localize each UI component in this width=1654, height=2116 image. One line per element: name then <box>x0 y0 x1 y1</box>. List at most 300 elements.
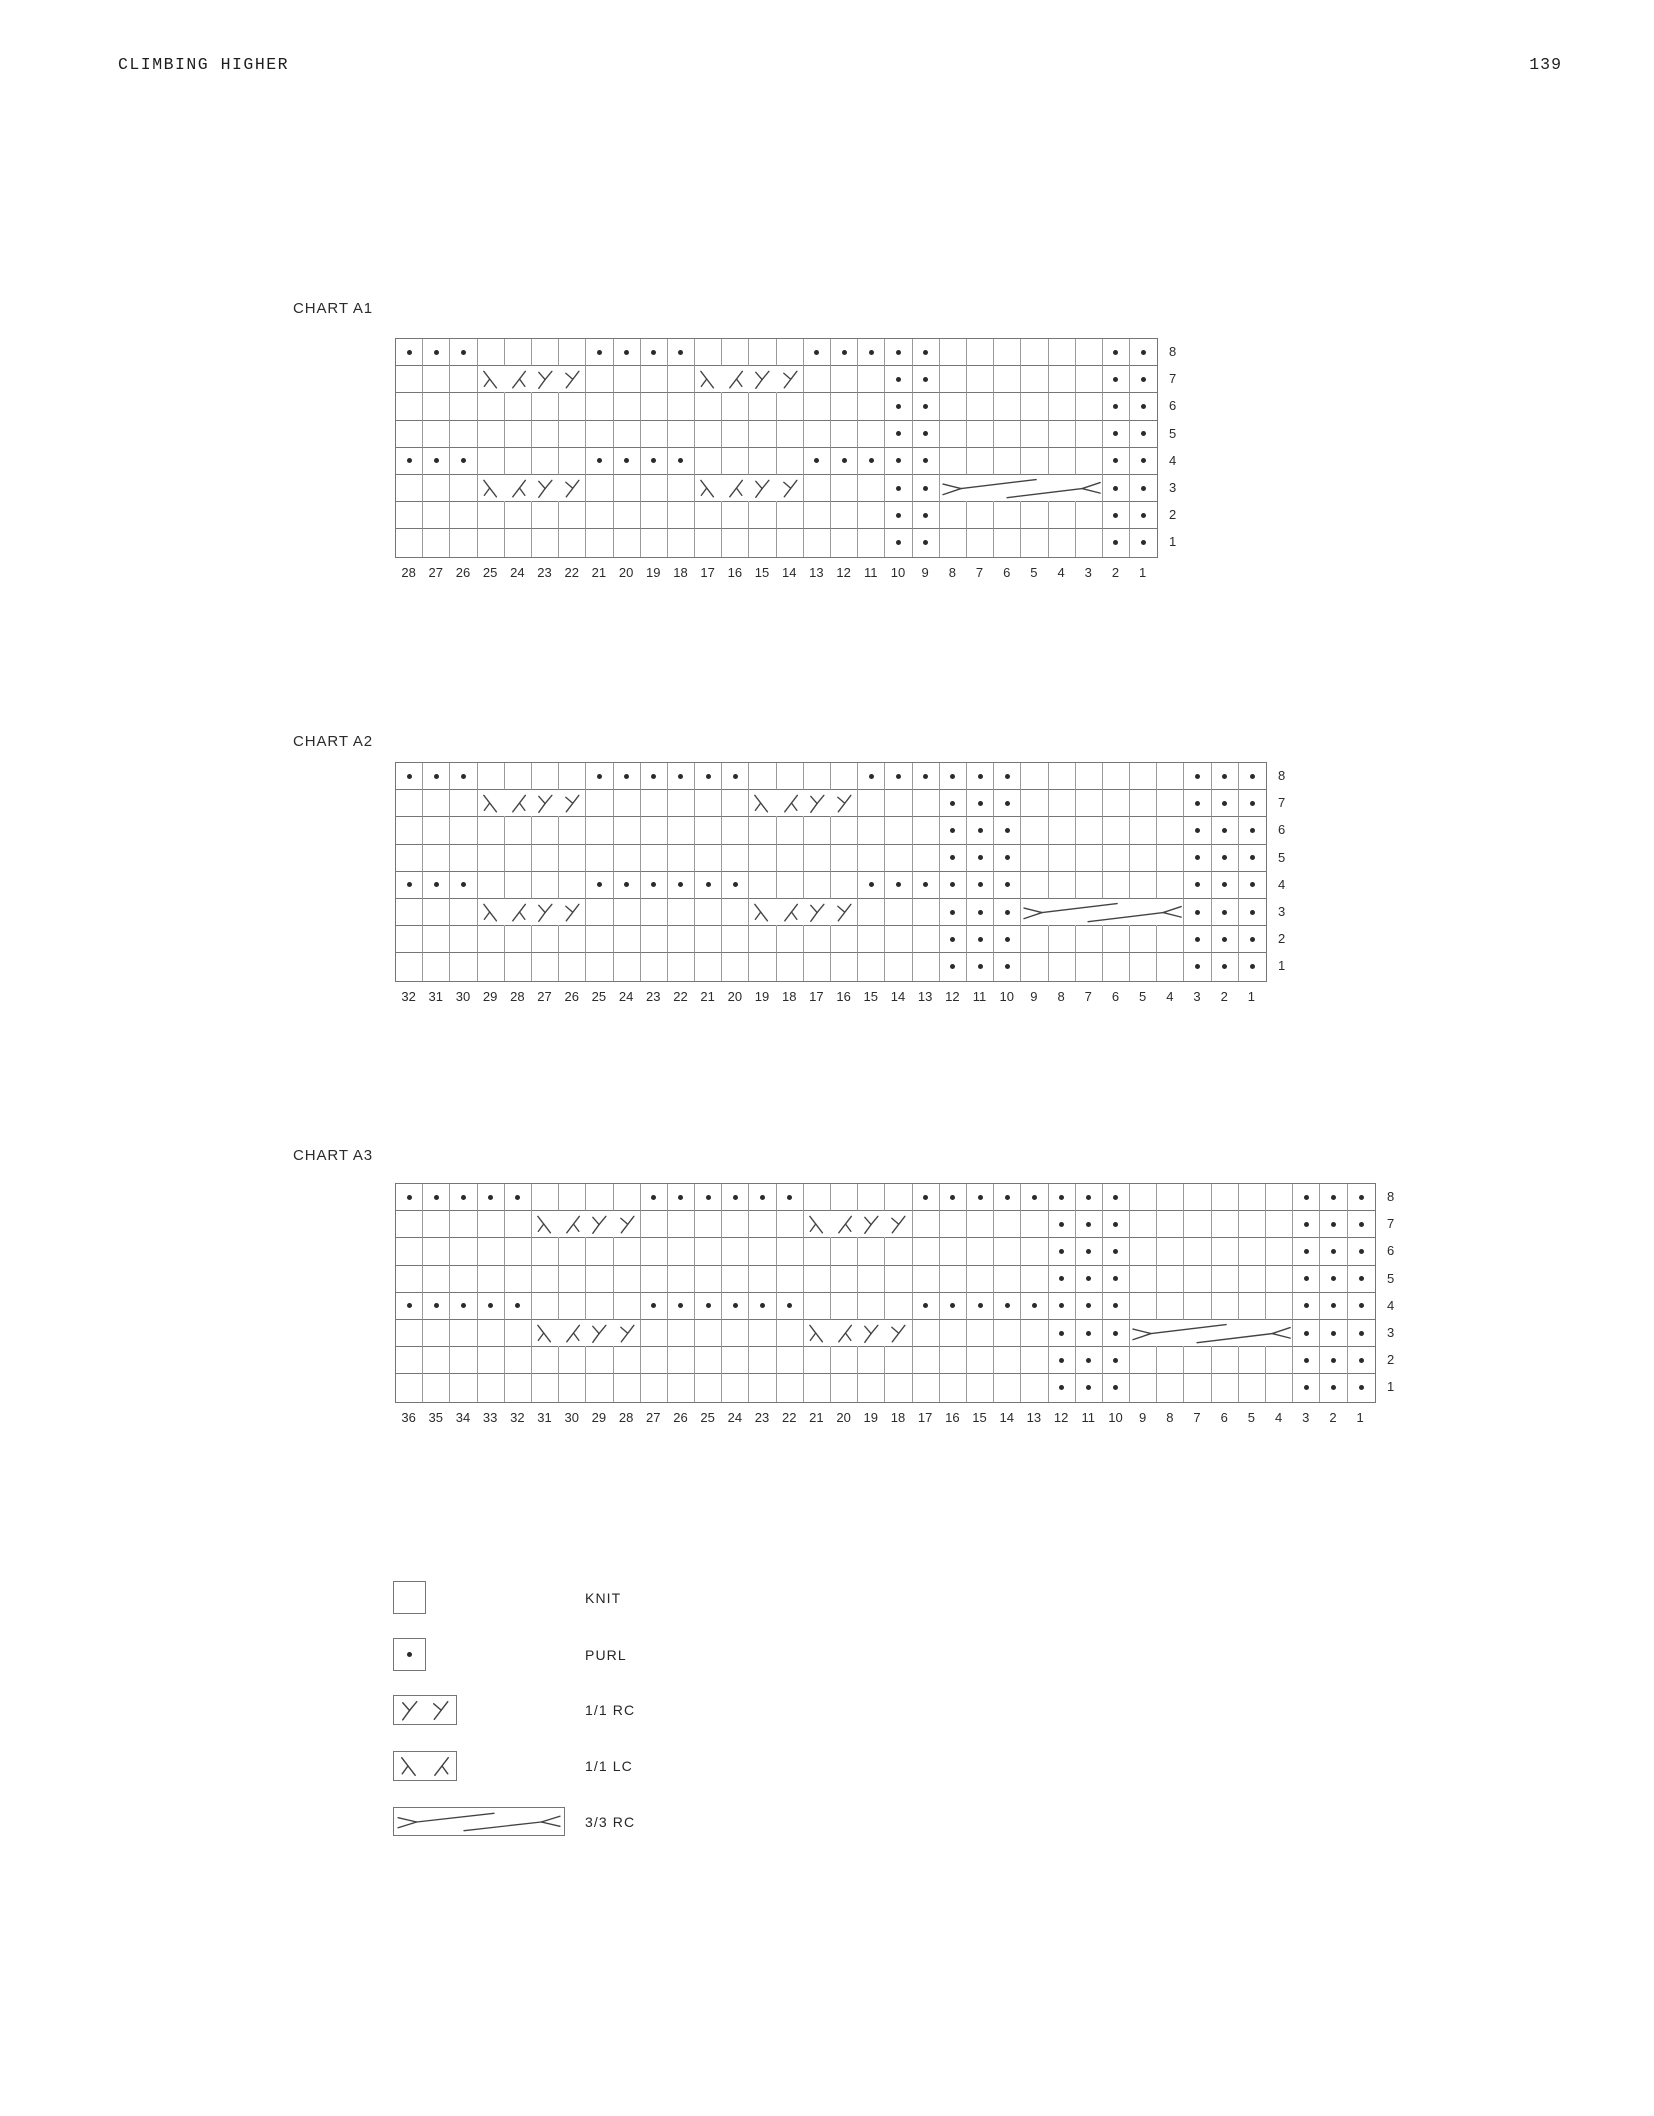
purl-dot <box>1113 1276 1118 1281</box>
purl-dot <box>869 458 874 463</box>
chart-cell <box>586 366 613 393</box>
chart-cell <box>614 1320 641 1347</box>
chart-cell <box>749 899 776 926</box>
chart-cell <box>695 817 722 844</box>
chart-cell <box>423 1320 450 1347</box>
purl-dot <box>624 882 629 887</box>
purl-dot <box>1304 1385 1309 1390</box>
cable-3-3-rc-symbol <box>393 1807 565 1836</box>
chart-cell <box>831 366 858 393</box>
legend-label-1-1-rc: 1/1 RC <box>585 1702 636 1718</box>
chart-cell <box>1239 953 1266 980</box>
purl-dot <box>1304 1249 1309 1254</box>
chart-cell <box>423 1374 450 1401</box>
chart-cell <box>1076 953 1103 980</box>
chart-cell <box>913 1184 940 1211</box>
chart-cell <box>478 502 505 529</box>
purl-dot <box>1086 1195 1091 1200</box>
cable-lc-right-glyph <box>505 899 531 925</box>
purl-dot <box>1141 404 1146 409</box>
legend-label-3-3-rc: 3/3 RC <box>585 1813 636 1830</box>
chart-cell <box>559 339 586 366</box>
chart-cell <box>722 1238 749 1265</box>
chart-cell <box>505 1374 532 1401</box>
knit-symbol <box>393 1581 426 1614</box>
chart-cell <box>1348 1293 1375 1320</box>
column-number: 10 <box>999 988 1014 1004</box>
chart-cell <box>423 899 450 926</box>
row-number: 4 <box>1169 452 1177 468</box>
chart-a3-column-numbers <box>395 1410 1376 1425</box>
purl-dot <box>1113 1222 1118 1227</box>
purl-dot <box>1331 1331 1336 1336</box>
chart-cell <box>1239 763 1266 790</box>
chart-cell <box>940 1347 967 1374</box>
chart-cell <box>695 448 722 475</box>
column-number: 19 <box>754 988 770 1004</box>
chart-cell <box>586 790 613 817</box>
chart-cell <box>885 475 912 502</box>
column-number: 8 <box>1057 988 1065 1004</box>
purl-dot <box>1250 937 1255 942</box>
chart-cell <box>695 1347 722 1374</box>
chart-cell <box>532 926 559 953</box>
chart-cell <box>641 339 668 366</box>
chart-cell <box>994 448 1021 475</box>
purl-dot <box>923 1303 928 1308</box>
column-number: 3 <box>1193 988 1201 1004</box>
chart-cell <box>1021 1347 1048 1374</box>
cable-lc-left-glyph <box>804 1320 830 1346</box>
purl-dot <box>1059 1249 1064 1254</box>
purl-dot <box>978 964 983 969</box>
chart-cell <box>1212 1293 1239 1320</box>
purl-dot <box>950 937 955 942</box>
purl-dot <box>1032 1195 1037 1200</box>
purl-dot <box>787 1195 792 1200</box>
chart-cell <box>1049 366 1076 393</box>
chart-cell <box>1103 926 1130 953</box>
chart-cell <box>559 1211 586 1238</box>
purl-dot <box>923 1195 928 1200</box>
purl-dot <box>978 774 983 779</box>
chart-cell <box>831 1238 858 1265</box>
chart-cell <box>749 1184 776 1211</box>
chart-cell <box>1103 366 1130 393</box>
chart-cell <box>831 1184 858 1211</box>
chart-cell <box>777 790 804 817</box>
chart-cell <box>1130 1347 1157 1374</box>
chart-cell <box>532 872 559 899</box>
chart-cell <box>641 1238 668 1265</box>
chart-cell <box>1076 872 1103 899</box>
column-number: 4 <box>1057 564 1065 580</box>
chart-cell <box>1049 421 1076 448</box>
purl-dot <box>896 350 901 355</box>
chart-cell <box>858 529 885 556</box>
chart-cell <box>913 502 940 529</box>
chart-cell <box>913 339 940 366</box>
column-number: 23 <box>537 564 552 580</box>
chart-cell <box>994 953 1021 980</box>
chart-cell <box>777 817 804 844</box>
chart-cell <box>559 1320 586 1347</box>
chart-cell <box>396 845 423 872</box>
purl-dot <box>1032 1303 1037 1308</box>
chart-cell <box>940 502 967 529</box>
chart-cell <box>722 339 749 366</box>
column-number: 28 <box>510 988 525 1004</box>
chart-cell <box>1076 1238 1103 1265</box>
column-number: 3 <box>1084 564 1092 580</box>
chart-cell <box>668 790 695 817</box>
purl-dot <box>1141 431 1146 436</box>
chart-cell <box>940 899 967 926</box>
chart-cell <box>505 529 532 556</box>
cable-lc-right-glyph <box>777 899 803 925</box>
chart-cell <box>1212 953 1239 980</box>
chart-cell <box>858 790 885 817</box>
purl-dot <box>407 774 412 779</box>
column-number: 13 <box>1026 1409 1042 1425</box>
chart-cell <box>450 1347 477 1374</box>
chart-a2-grid <box>395 762 1267 982</box>
chart-cell <box>1103 1266 1130 1293</box>
chart-cell <box>695 899 722 926</box>
chart-cell <box>1130 953 1157 980</box>
chart-cell <box>885 502 912 529</box>
chart-cell <box>559 817 586 844</box>
purl-dot <box>1113 1249 1118 1254</box>
chart-cell <box>505 817 532 844</box>
cable-rc-left-glyph <box>532 475 558 501</box>
column-number: 6 <box>1003 564 1011 580</box>
purl-dot <box>624 774 629 779</box>
cable-rc-left-glyph <box>532 899 558 925</box>
chart-cell <box>722 953 749 980</box>
purl-dot <box>950 828 955 833</box>
chart-cell <box>1184 953 1211 980</box>
column-number: 36 <box>401 1409 416 1425</box>
chart-cell <box>1076 817 1103 844</box>
chart-cell <box>1157 1374 1184 1401</box>
column-number: 1 <box>1139 564 1147 580</box>
chart-cell <box>913 421 940 448</box>
purl-dot <box>1222 937 1227 942</box>
chart-cell <box>994 763 1021 790</box>
chart-cell <box>885 339 912 366</box>
chart-cell <box>1266 1211 1293 1238</box>
chart-cell <box>695 763 722 790</box>
chart-cell <box>804 366 831 393</box>
chart-cell <box>586 899 613 926</box>
chart-cell <box>586 953 613 980</box>
column-number: 33 <box>482 1409 498 1425</box>
chart-cell <box>722 366 749 393</box>
chart-cell <box>722 502 749 529</box>
chart-cell <box>1266 1184 1293 1211</box>
column-number: 14 <box>890 988 906 1004</box>
chart-cell <box>1021 339 1048 366</box>
chart-cell <box>559 475 586 502</box>
chart-cell <box>722 421 749 448</box>
chart-cell <box>614 393 641 420</box>
chart-cell <box>559 366 586 393</box>
chart-cell <box>831 393 858 420</box>
legend-item-knit <box>393 1581 622 1614</box>
column-number: 15 <box>972 1409 987 1425</box>
chart-cell <box>695 475 722 502</box>
purl-dot <box>651 1195 656 1200</box>
chart-cell <box>423 1347 450 1374</box>
chart-cell <box>614 872 641 899</box>
column-number: 28 <box>618 1409 634 1425</box>
chart-cell <box>641 817 668 844</box>
purl-dot <box>488 1303 493 1308</box>
chart-cell <box>532 763 559 790</box>
column-number: 24 <box>510 564 525 580</box>
chart-cell <box>804 475 831 502</box>
column-number: 13 <box>917 988 933 1004</box>
chart-cell <box>641 1374 668 1401</box>
chart-cell <box>450 872 477 899</box>
chart-cell <box>885 448 912 475</box>
purl-dot <box>1113 377 1118 382</box>
chart-cell <box>1130 1320 1157 1347</box>
chart-cell <box>1021 763 1048 790</box>
chart-cell <box>1157 1266 1184 1293</box>
purl-dot <box>1005 964 1010 969</box>
chart-cell <box>858 763 885 790</box>
chart-cell <box>858 872 885 899</box>
chart-cell <box>1076 1184 1103 1211</box>
chart-cell <box>559 953 586 980</box>
chart-cell <box>695 953 722 980</box>
chart-cell <box>695 366 722 393</box>
row-number: 7 <box>1387 1216 1395 1232</box>
chart-cell <box>641 1184 668 1211</box>
chart-cell <box>777 845 804 872</box>
purl-dot <box>1005 774 1010 779</box>
column-number: 11 <box>1081 1409 1096 1425</box>
chart-cell <box>994 872 1021 899</box>
row-number: 5 <box>1387 1270 1395 1286</box>
column-number: 24 <box>618 988 634 1004</box>
purl-dot <box>434 458 439 463</box>
chart-cell <box>804 1347 831 1374</box>
chart-cell <box>885 1266 912 1293</box>
chart-cell <box>858 502 885 529</box>
purl-dot <box>1250 910 1255 915</box>
chart-cell <box>532 339 559 366</box>
purl-dot <box>434 774 439 779</box>
chart-cell <box>831 953 858 980</box>
chart-cell <box>858 393 885 420</box>
chart-cell <box>831 926 858 953</box>
chart-cell <box>1130 926 1157 953</box>
chart-cell <box>1157 926 1184 953</box>
chart-cell <box>423 872 450 899</box>
column-number: 10 <box>890 564 906 580</box>
chart-cell <box>423 475 450 502</box>
chart-cell <box>1184 899 1211 926</box>
chart-cell <box>641 1293 668 1320</box>
chart-cell <box>804 502 831 529</box>
cable-rc-right-glyph <box>777 366 803 392</box>
cable-lc-right-glyph <box>777 790 803 816</box>
chart-cell <box>940 790 967 817</box>
chart-cell <box>1130 790 1157 817</box>
chart-cell <box>722 926 749 953</box>
chart-cell <box>614 1238 641 1265</box>
purl-dot <box>624 458 629 463</box>
column-number: 1 <box>1247 988 1256 1004</box>
chart-cell <box>1049 1374 1076 1401</box>
column-number: 21 <box>700 988 715 1004</box>
chart-cell <box>1212 763 1239 790</box>
chart-cell <box>885 817 912 844</box>
chart-cell <box>559 1184 586 1211</box>
chart-cell <box>831 1347 858 1374</box>
purl-dot <box>733 1195 738 1200</box>
chart-cell <box>532 502 559 529</box>
chart-cell <box>831 790 858 817</box>
chart-cell <box>885 1347 912 1374</box>
chart-cell <box>1076 790 1103 817</box>
chart-cell <box>913 475 940 502</box>
chart-a2-title: CHART A2 <box>293 733 374 750</box>
chart-cell <box>831 339 858 366</box>
chart-cell <box>1076 1293 1103 1320</box>
purl-dot <box>651 882 656 887</box>
purl-dot <box>842 458 847 463</box>
chart-cell <box>641 1347 668 1374</box>
chart-cell <box>559 1347 586 1374</box>
purl-dot <box>978 801 983 806</box>
column-number: 12 <box>836 564 851 580</box>
cable-lc-right-glyph <box>831 1320 857 1346</box>
purl-dot <box>407 1303 412 1308</box>
chart-cell <box>1184 1184 1211 1211</box>
chart-cell <box>423 845 450 872</box>
chart-cell <box>614 953 641 980</box>
chart-cell <box>831 1320 858 1347</box>
chart-cell <box>858 899 885 926</box>
chart-cell <box>586 1320 613 1347</box>
row-number: 6 <box>1278 822 1286 838</box>
purl-dot <box>1222 910 1227 915</box>
purl-dot <box>1005 801 1010 806</box>
chart-cell <box>641 421 668 448</box>
chart-cell <box>532 1293 559 1320</box>
purl-dot <box>923 513 928 518</box>
chart-cell <box>478 1266 505 1293</box>
chart-cell <box>804 872 831 899</box>
chart-cell <box>695 502 722 529</box>
column-number: 4 <box>1166 988 1174 1004</box>
chart-cell <box>1021 872 1048 899</box>
chart-cell <box>885 1374 912 1401</box>
chart-cell <box>804 393 831 420</box>
chart-a1-grid <box>395 338 1158 558</box>
purl-dot <box>1113 1358 1118 1363</box>
purl-dot <box>869 882 874 887</box>
chart-cell <box>1021 1293 1048 1320</box>
chart-cell <box>505 1184 532 1211</box>
column-number: 8 <box>948 564 956 580</box>
chart-cell <box>695 1320 722 1347</box>
purl-dot <box>896 486 901 491</box>
row-number: 7 <box>1169 371 1177 387</box>
chart-cell <box>559 448 586 475</box>
chart-cell <box>1320 1238 1347 1265</box>
column-number: 34 <box>455 1409 471 1425</box>
chart-cell <box>913 1211 940 1238</box>
chart-cell <box>858 845 885 872</box>
chart-cell <box>1184 1293 1211 1320</box>
purl-dot <box>1005 882 1010 887</box>
chart-cell <box>505 339 532 366</box>
column-number: 2 <box>1220 988 1228 1004</box>
purl-dot <box>950 964 955 969</box>
purl-symbol <box>393 1638 426 1671</box>
chart-cell <box>478 448 505 475</box>
chart-cell <box>777 529 804 556</box>
chart-cell <box>1049 845 1076 872</box>
chart-cell <box>1239 926 1266 953</box>
chart-cell <box>777 475 804 502</box>
chart-cell <box>450 790 477 817</box>
chart-cell <box>858 1211 885 1238</box>
chart-cell <box>749 393 776 420</box>
purl-dot <box>1331 1358 1336 1363</box>
chart-cell <box>1021 1266 1048 1293</box>
chart-cell <box>586 421 613 448</box>
column-number: 24 <box>727 1409 743 1425</box>
chart-cell <box>1157 953 1184 980</box>
chart-cell <box>586 448 613 475</box>
purl-dot <box>1086 1358 1091 1363</box>
chart-cell <box>614 763 641 790</box>
chart-cell <box>450 1320 477 1347</box>
chart-cell <box>858 1266 885 1293</box>
column-number: 16 <box>945 1409 960 1425</box>
chart-cell <box>804 1211 831 1238</box>
chart-cell <box>722 845 749 872</box>
purl-dot <box>978 828 983 833</box>
chart-cell <box>1103 817 1130 844</box>
chart-cell <box>668 448 695 475</box>
chart-cell <box>641 366 668 393</box>
purl-dot <box>950 801 955 806</box>
chart-cell <box>423 953 450 980</box>
chart-cell <box>913 393 940 420</box>
chart-cell <box>1021 502 1048 529</box>
row-number: 8 <box>1387 1189 1395 1204</box>
chart-cell <box>532 529 559 556</box>
chart-cell <box>478 1184 505 1211</box>
chart-cell <box>749 926 776 953</box>
purl-dot <box>1304 1303 1309 1308</box>
chart-cell <box>722 872 749 899</box>
chart-cell <box>722 817 749 844</box>
purl-dot <box>1059 1303 1064 1308</box>
column-number: 35 <box>428 1409 444 1425</box>
purl-dot <box>842 350 847 355</box>
chart-cell <box>967 502 994 529</box>
chart-cell <box>1103 1347 1130 1374</box>
chart-cell <box>777 339 804 366</box>
